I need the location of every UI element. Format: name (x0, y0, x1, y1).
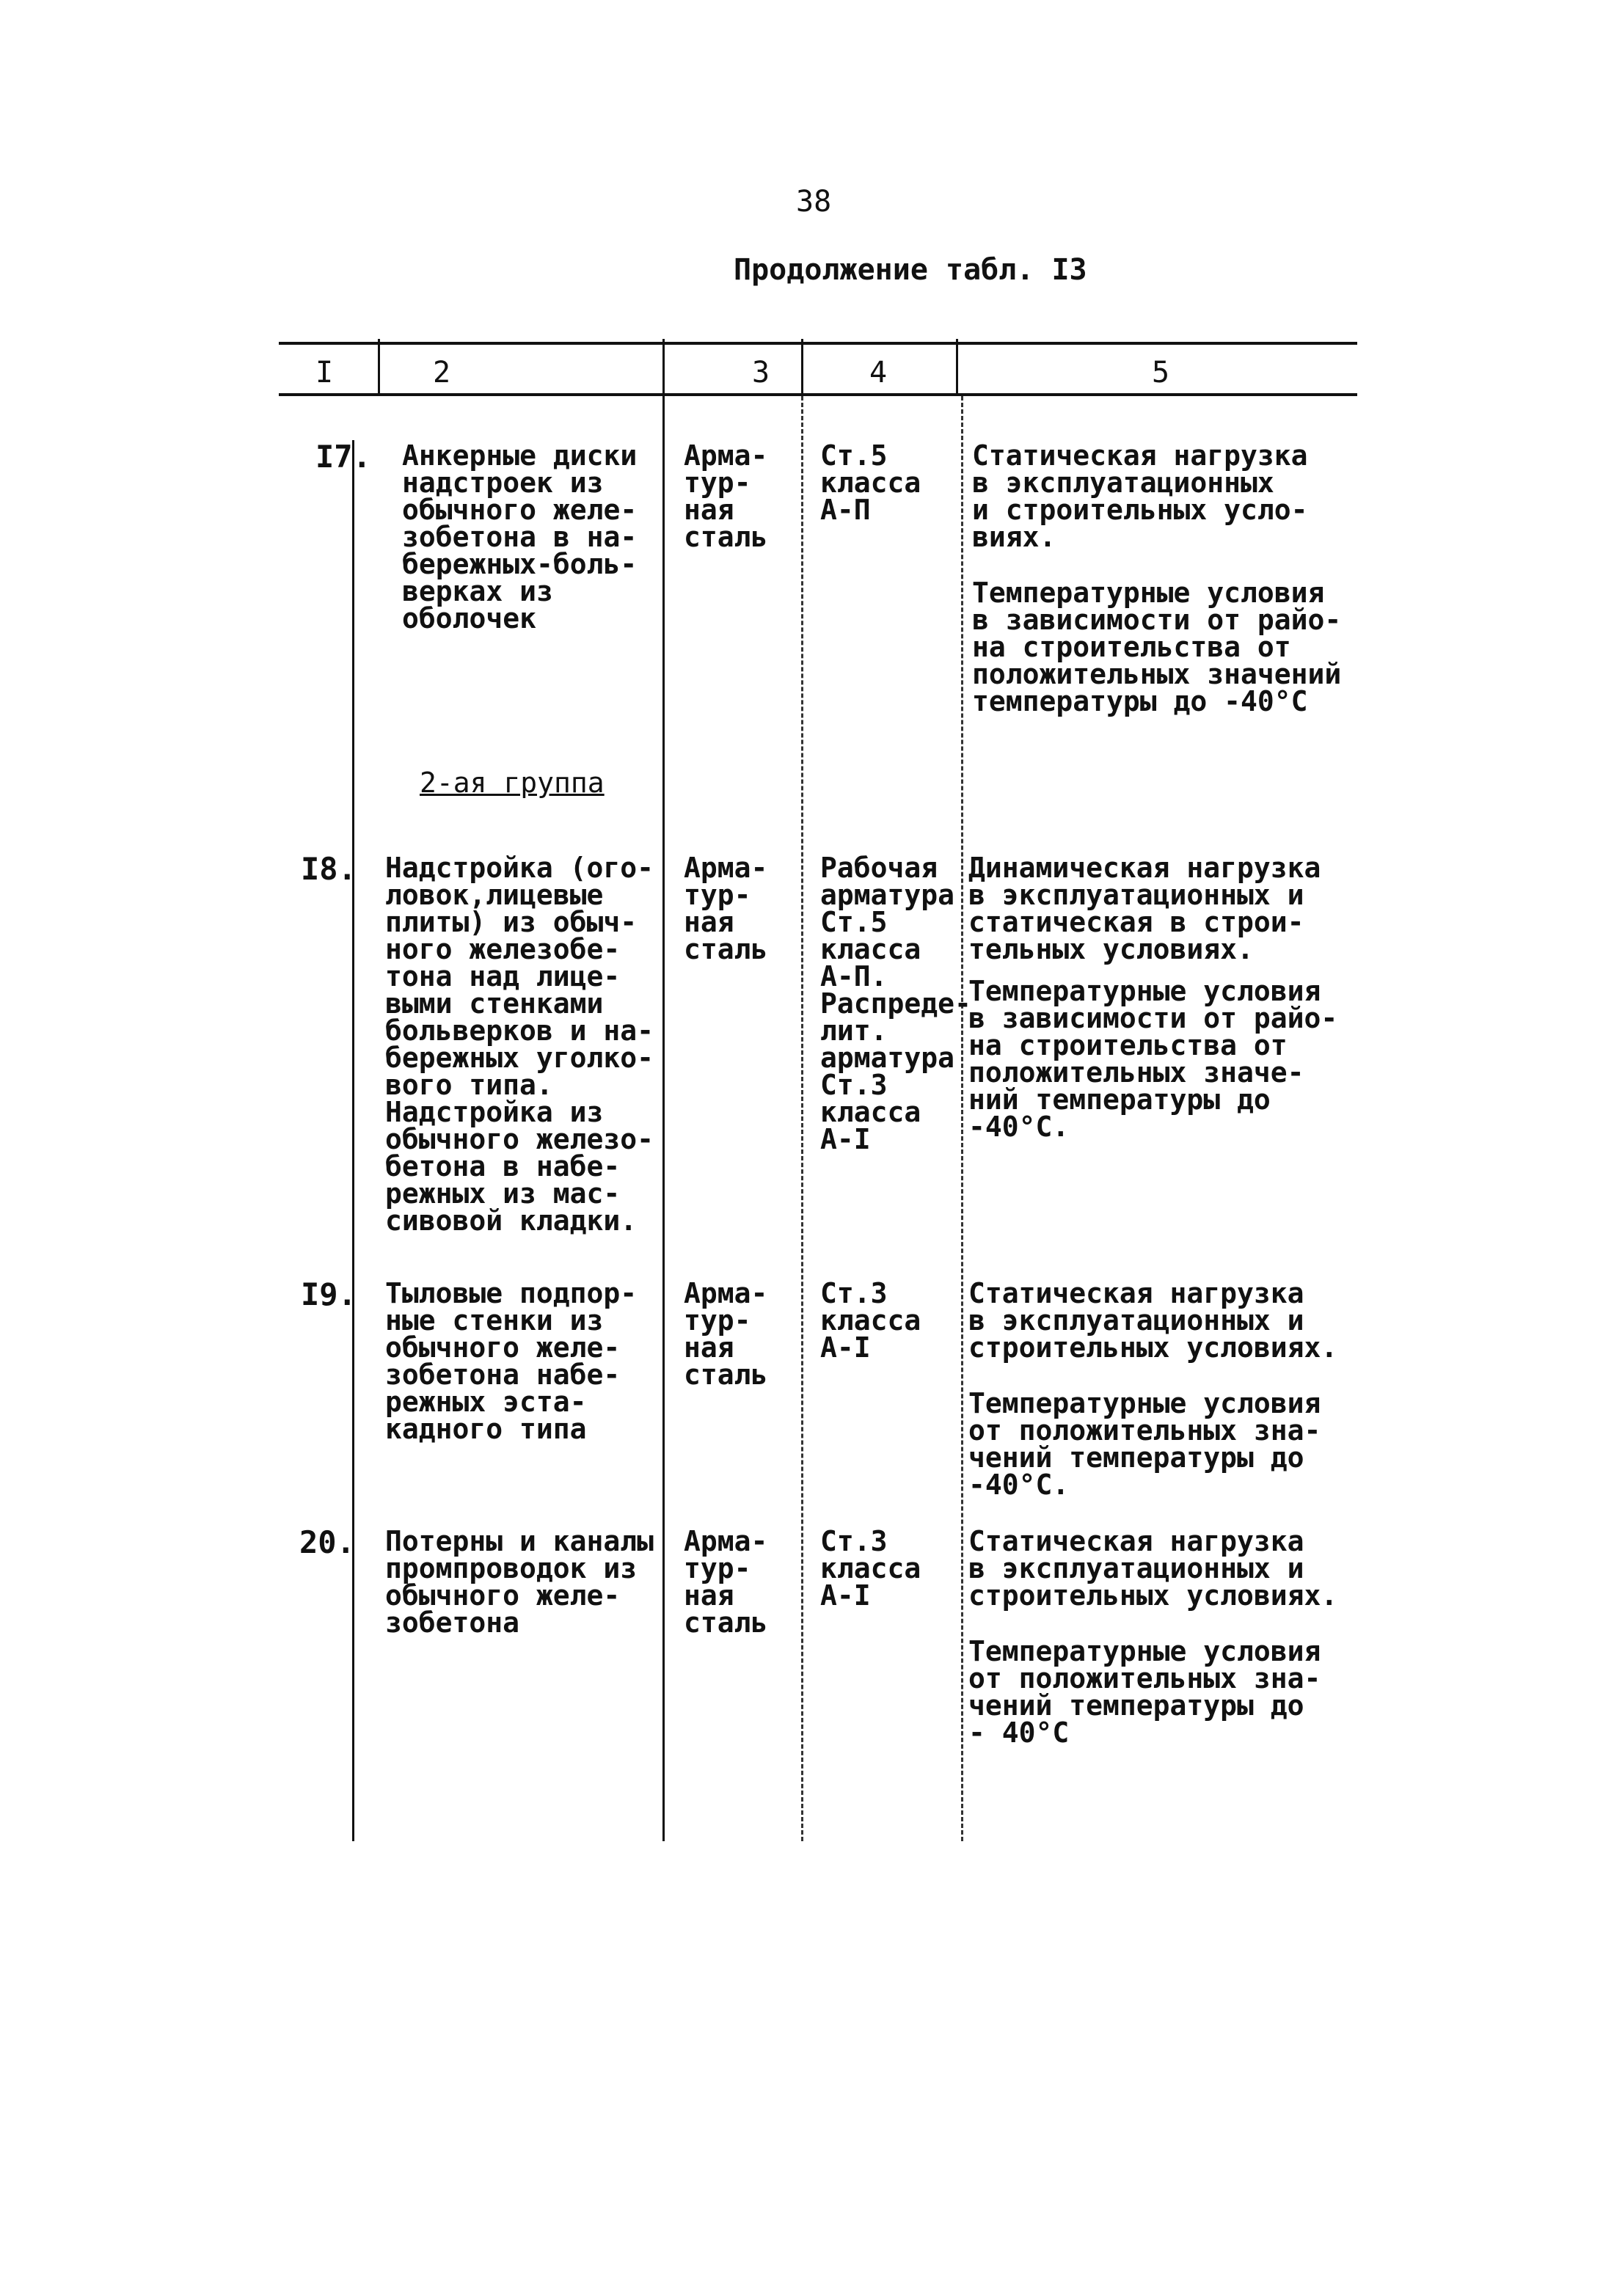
column-divider-2 (662, 339, 665, 394)
row-17-load-conditions: Статическая нагрузка в эксплуатационных и строительных усло- виях. (972, 439, 1308, 553)
table-top-rule (279, 342, 1357, 345)
row-19-steel-grade: Ст.3 класса А-I (820, 1277, 921, 1364)
row-20-load-conditions: Статическая нагрузка в эксплуатационных и строительных условиях. (968, 1525, 1338, 1612)
row-20-steel-grade: Ст.3 класса А-I (820, 1525, 921, 1612)
column-divider-1 (378, 339, 380, 394)
row-18-load-conditions: Динамическая нагрузка в эксплуатационных и статическая в строи- тельных условиях. (968, 852, 1321, 965)
header-col-4: 4 (869, 356, 888, 390)
row-18-number: I8. (301, 851, 357, 887)
row-18-material: Арма- тур- ная сталь (684, 852, 768, 965)
row-19-description: Тыловые подпор- ные стенки из обычного желе- зобетона набе- режных эста- кадного типа (385, 1277, 638, 1445)
row-17-steel-grade: Ст.5 класса А-П (820, 439, 921, 526)
body-divider-1 (352, 440, 354, 1841)
column-divider-4 (956, 339, 958, 394)
row-20-temperature-conditions: Температурные условия от положительных зна- чений температуры до - 40°С (968, 1635, 1321, 1749)
header-col-1: I (315, 356, 334, 390)
row-17-description: Анкерные диски надстроек из обычного желе- зобетона в на- бережных-боль- верках из оболочек (402, 439, 638, 635)
row-17-material: Арма- тур- ная сталь (684, 439, 768, 553)
group-heading: 2-ая группа (420, 767, 605, 799)
row-20-number: 20. (299, 1524, 355, 1560)
row-19-temperature-conditions: Температурные условия от положительных зна- чений температуры до -40°С. (968, 1387, 1321, 1501)
row-20-description: Потерны и каналы промпроводок из обычного желе- зобетона (385, 1525, 654, 1639)
header-col-2: 2 (433, 356, 451, 390)
body-divider-2 (662, 396, 665, 1841)
table-caption: Продолжение табл. I3 (734, 253, 1087, 287)
row-19-load-conditions: Статическая нагрузка в эксплуатационных и строительных условиях. (968, 1277, 1338, 1364)
column-divider-3 (801, 339, 803, 394)
body-divider-3 (801, 396, 803, 1841)
header-col-3: 3 (752, 356, 770, 390)
row-17-temperature-conditions: Температурные условия в зависимости от райо- на строительства от положительных значений температуры до -40°С (972, 577, 1342, 717)
row-18-description: Надстройка (ого- ловок,лицевые плиты) из обыч- ного железобе- тона над лице- выми стенками больверков и на- бережных уголко- вого типа. Надстройка из обычного железо- бетона в набе- режных из мас- сивовой кладки. (385, 852, 654, 1237)
row-19-material: Арма- тур- ная сталь (684, 1277, 768, 1391)
row-17-number: I7. (315, 439, 371, 475)
header-col-5: 5 (1152, 356, 1170, 390)
page-number: 38 (796, 185, 832, 219)
row-18-steel-grade: Рабочая арматура Ст.5 класса А-П. Распреде- лит. арматура Ст.3 класса А-I (820, 852, 971, 1155)
row-19-number: I9. (301, 1276, 357, 1312)
row-20-material: Арма- тур- ная сталь (684, 1525, 768, 1639)
table-header-rule (279, 393, 1357, 396)
row-18-temperature-conditions: Температурные условия в зависимости от райо- на строительства от положительных значе- ний температуры до -40°С. (968, 975, 1338, 1143)
